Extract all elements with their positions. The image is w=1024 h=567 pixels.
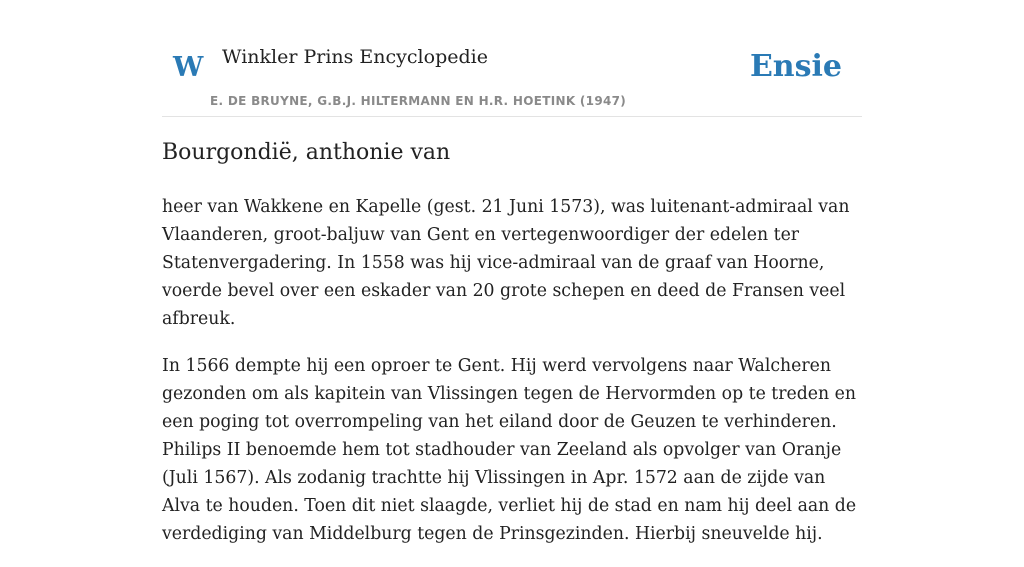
article-paragraph: In 1566 dempte hij een oproer te Gent. Hij werd vervolgens naar Walcheren gezonden om als kapitein van Vlissingen tegen de Hervormden op te treden en een poging tot overrompeling van het eiland door de Geuzen te verhinderen. Philips II benoemde hem tot stadhouder van Zeeland als opvolger van Oranje (Juli 1567). Als zodanig trachtte hij Vlissingen in Apr. 1572 aan de zijde van Alva te houden. Toen dit niet slaagde, verliet hij de stad en nam hij deel aan de verdediging van Middelburg tegen de Prinsgezinden. Hierbij sneuvelde hij. [162, 356, 857, 544]
article-title: Bourgondië, anthonie van [162, 140, 451, 165]
article-body [162, 193, 864, 567]
site-header [162, 0, 862, 117]
source-authors: E. DE BRUYNE, G.B.J. HILTERMANN EN H.R. HOETINK (1947) [210, 94, 627, 108]
article-paragraph: heer van Wakkene en Kapelle (gest. 21 Juni 1573), was luitenant-admiraal van Vlaanderen, groot-baljuw van Gent en vertegenwoordiger der edelen ter Statenvergadering. In 1558 was hij vice-admiraal van de graaf van Hoorne, voerde bevel over een eskader van 20 grote schepen en deed de Fransen veel afbreuk. [162, 197, 850, 329]
source-title[interactable]: Winkler Prins Encyclopedie [222, 46, 488, 68]
ensie-logo-link[interactable]: Ensie [749, 49, 842, 84]
winkler-prins-logo[interactable]: W [173, 52, 204, 83]
